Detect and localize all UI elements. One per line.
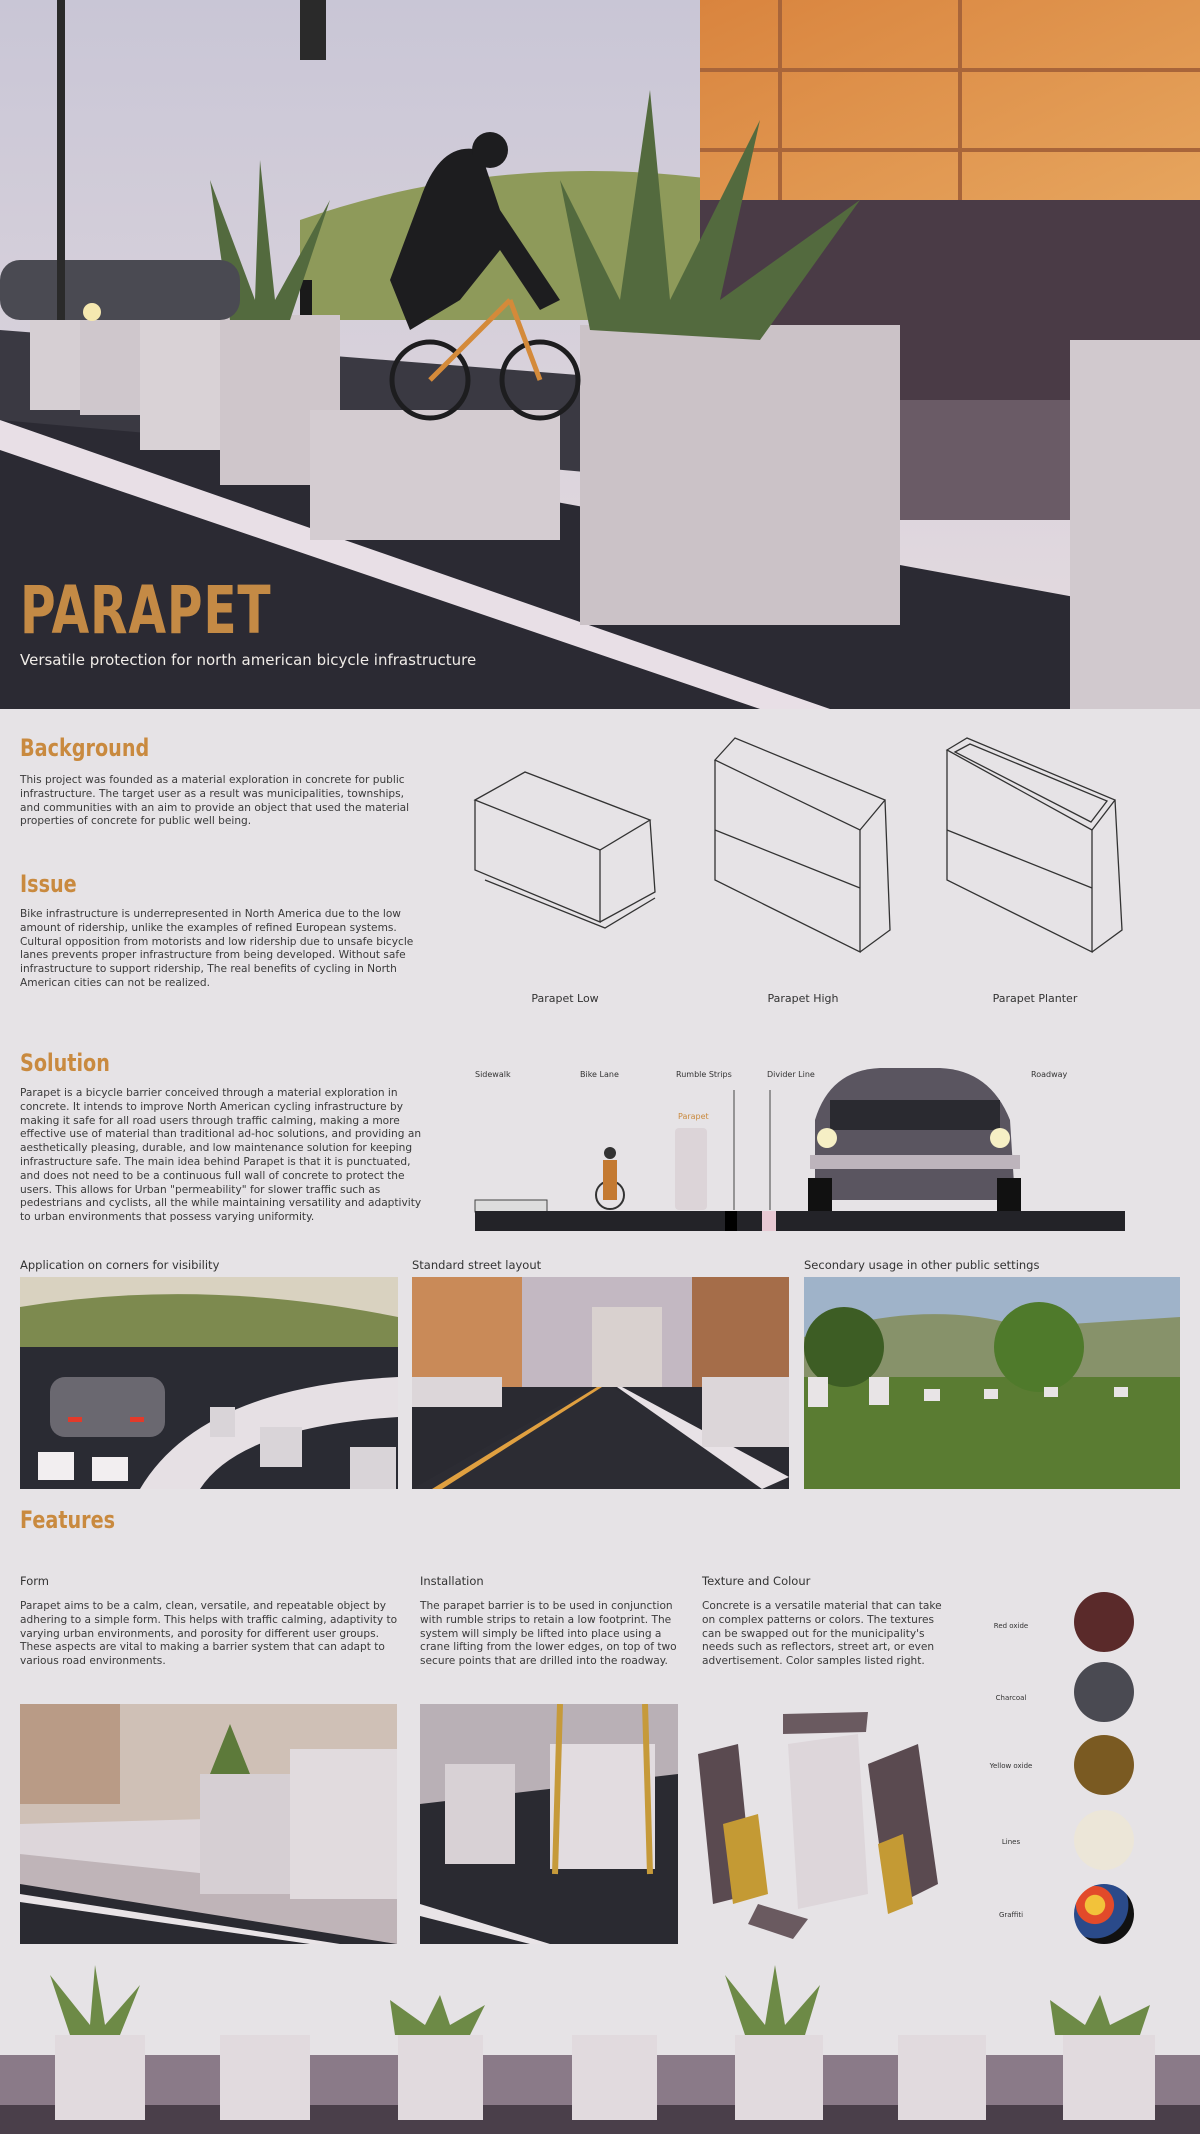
form-text: Parapet aims to be a calm, clean, versatile, and repeatable object by adhering to a simple form. This helps with traffic calming, adaptivity to varying urban environments, and porosity for different user groups. These aspects are vital to making a barrier system that can adapt to various road environments.	[20, 1600, 398, 1668]
swatch-red-oxide	[1074, 1592, 1134, 1652]
form-scene	[20, 1704, 397, 1944]
model-label-high: Parapet High	[767, 992, 839, 1005]
gallery-image-street	[412, 1277, 789, 1489]
parapet-low-drawing	[475, 772, 655, 928]
features-heading: Features	[20, 1506, 116, 1534]
texture-scene	[688, 1704, 958, 1944]
gallery-caption-1: Application on corners for visibility	[20, 1258, 220, 1272]
gallery-caption-3: Secondary usage in other public settings	[804, 1258, 1040, 1272]
swatch-lines	[1074, 1810, 1134, 1870]
swatch-charcoal	[1074, 1662, 1134, 1722]
texture-title: Texture and Colour	[702, 1574, 811, 1588]
swatch-label-charcoal: Charcoal	[995, 1694, 1027, 1702]
gallery-caption-2: Standard street layout	[412, 1258, 542, 1272]
form-title: Form	[20, 1574, 49, 1588]
bottom-streetscape	[0, 1955, 1200, 2134]
swatch-label-yellow-oxide: Yellow oxide	[989, 1762, 1033, 1770]
section-label-roadway: Roadway	[1031, 1070, 1068, 1079]
background-heading: Background	[20, 734, 150, 762]
issue-text: Bike infrastructure is underrepresented in North America due to the low amount of ridership, unlike the examples of refined European systems. Cultural opposition from motorists and low ridership due to unsafe bicycle lanes prevents proper infrastructure from being developed. Without safe infrastructure to support ridership, The real benefits of cycling in North American cities can not be realized.	[20, 908, 414, 989]
model-label-low: Parapet Low	[531, 992, 599, 1005]
hero-render	[0, 0, 1200, 709]
issue-heading: Issue	[20, 870, 77, 898]
section-label-rumble: Rumble Strips	[676, 1070, 732, 1079]
section-label-bike-lane: Bike Lane	[580, 1070, 619, 1079]
street-section-diagram	[470, 1060, 1140, 1235]
swatch-label-red-oxide: Red oxide	[993, 1622, 1029, 1630]
solution-heading: Solution	[20, 1049, 110, 1077]
section-label-divider: Divider Line	[767, 1070, 815, 1079]
park-render	[804, 1277, 1180, 1489]
installation-render	[420, 1704, 678, 1944]
gallery-image-corners	[20, 1277, 398, 1489]
street-render	[412, 1277, 789, 1489]
model-label-planter: Parapet Planter	[992, 992, 1078, 1005]
form-render	[20, 1704, 397, 1944]
gallery-image-park	[804, 1277, 1180, 1489]
background-text: This project was founded as a material exploration in concrete for public infrastructure. The target user as a result was municipalities, townships, and communities with an aim to provide an object that used the material properties of concrete for public well being.	[20, 774, 410, 828]
parapet-high-drawing	[715, 738, 890, 952]
swatch-graffiti	[1074, 1884, 1134, 1944]
installation-scene	[420, 1704, 678, 1944]
installation-text: The parapet barrier is to be used in conjunction with rumble strips to retain a low footprint. The system will simply be lifted into place using a crane lifting from the lower edges, on top of two secure points that are drilled into the roadway.	[420, 1600, 677, 1668]
swatch-label-graffiti: Graffiti	[998, 1911, 1024, 1919]
installation-title: Installation	[420, 1574, 484, 1588]
swatch-yellow-oxide	[1074, 1735, 1134, 1795]
corner-render	[20, 1277, 398, 1489]
page-title: PARAPET	[20, 572, 272, 649]
swatch-label-lines: Lines	[1001, 1838, 1021, 1846]
model-drawings	[470, 730, 1150, 1010]
section-label-sidewalk: Sidewalk	[475, 1070, 511, 1079]
solution-text: Parapet is a bicycle barrier conceived through a material exploration in concrete. It intends to improve North American cycling infrastructure by making it safe for all road users through traffic calming, making a more effective use of material than traditional ad-hoc solutions, and providing an aesthetically pleasing, durable, and low maintenance solution for keeping infrastructure safe. The main idea behind Parapet is that it is punctuated, and does not need to be a continuous full wall of concrete to protect the users. This allows for Urban "permeability" for slower traffic such as pedestrians and cyclists, all the while maintaining versatility and adaptivity to urban environments that possess varying uniformity.	[20, 1087, 422, 1224]
section-label-parapet: Parapet	[678, 1112, 709, 1121]
texture-text: Concrete is a versatile material that can take on complex patterns or colors. The textures can be swapped out for the municipality's needs such as reflectors, street art, or even advertisement. Color samples listed right.	[702, 1600, 942, 1668]
texture-render	[688, 1704, 958, 1944]
parapet-planter-drawing	[947, 738, 1122, 952]
page-subtitle: Versatile protection for north american bicycle infrastructure	[20, 651, 477, 669]
